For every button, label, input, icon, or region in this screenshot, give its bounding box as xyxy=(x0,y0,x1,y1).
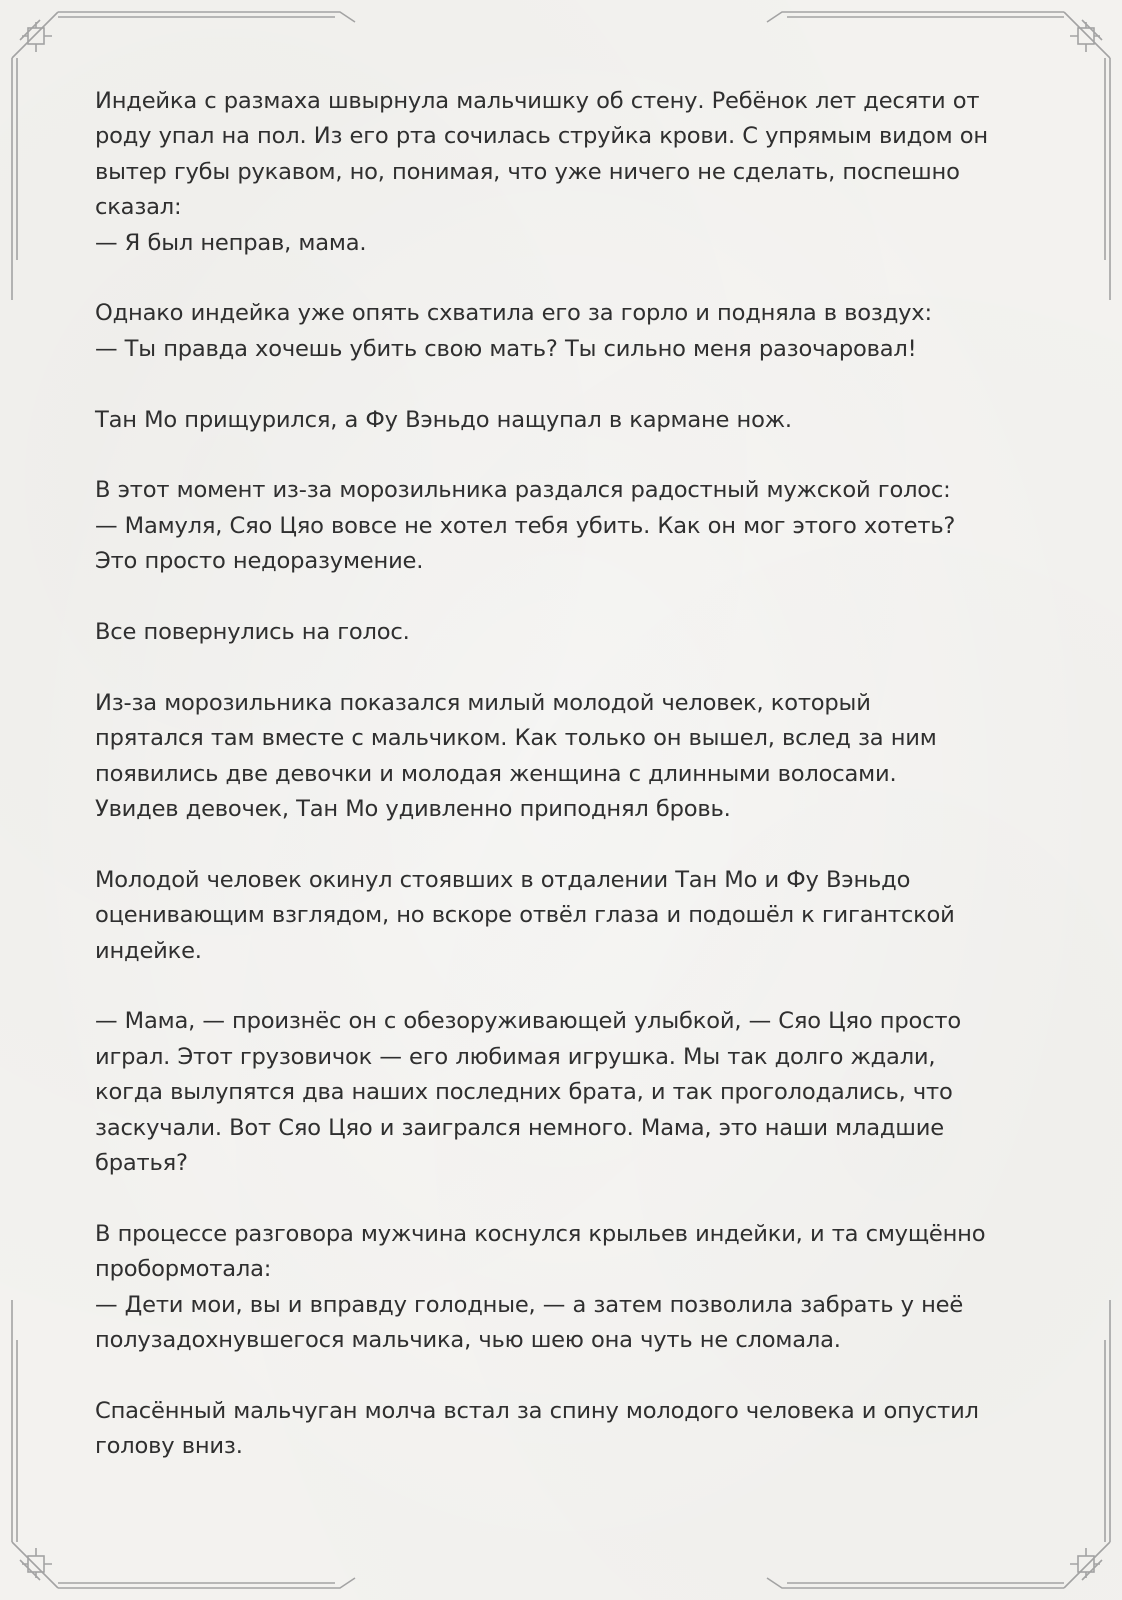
paragraph xyxy=(95,1217,1030,1359)
text-line: сказал: xyxy=(95,194,182,221)
text-line: пробормотала: xyxy=(95,1256,272,1283)
paragraph xyxy=(95,296,1030,367)
text-line: роду упал на пол. Из его рта сочилась струйка крови. С упрямым видом он xyxy=(95,123,988,150)
paragraph xyxy=(95,686,1030,828)
text-line: Увидев девочек, Тан Мо удивленно приподнял бровь. xyxy=(95,796,731,823)
document-body xyxy=(95,84,1030,1500)
text-line: Это просто недоразумение. xyxy=(95,548,424,575)
text-line: Спасённый мальчуган молча встал за спину молодого человека и опустил xyxy=(95,1397,979,1424)
text-line: вытер губы рукавом, но, понимая, что уже ничего не сделать, поспешно xyxy=(95,158,960,185)
text-line: — Я был неправ, мама. xyxy=(95,229,367,256)
text-line: — Дети мои, вы и вправду голодные, — а затем позволила забрать у неё xyxy=(95,1291,964,1318)
text-line: — Ты правда хочешь убить свою мать? Ты сильно меня разочаровал! xyxy=(95,335,917,362)
text-line: В процессе разговора мужчина коснулся крыльев индейки, и та смущённо xyxy=(95,1220,986,1247)
paragraph xyxy=(95,403,1030,438)
text-line: появились две девочки и молодая женщина с длинными волосами. xyxy=(95,760,897,787)
text-line: Молодой человек окинул стоявших в отдалении Тан Мо и Фу Вэньдо xyxy=(95,866,911,893)
text-line: Однако индейка уже опять схватила его за горло и подняла в воздух: xyxy=(95,300,932,327)
text-line: голову вниз. xyxy=(95,1433,243,1460)
paragraph xyxy=(95,863,1030,969)
paragraph xyxy=(95,84,1030,261)
text-line: Из-за морозильника показался милый молодой человек, который xyxy=(95,689,871,716)
text-line: — Мамуля, Сяо Цяо вовсе не хотел тебя убить. Как он мог этого хотеть? xyxy=(95,512,956,539)
text-line: прятался там вместе с мальчиком. Как только он вышел, вслед за ним xyxy=(95,725,937,752)
text-line: Все повернулись на голос. xyxy=(95,619,410,646)
paragraph xyxy=(95,615,1030,650)
paragraph xyxy=(95,1004,1030,1181)
paragraph xyxy=(95,1394,1030,1465)
paragraph xyxy=(95,473,1030,579)
text-line: заскучали. Вот Сяо Цяо и заигрался немного. Мама, это наши младшие xyxy=(95,1114,944,1141)
text-line: братья? xyxy=(95,1150,188,1177)
text-line: когда вылупятся два наших последних брата, и так проголодались, что xyxy=(95,1079,953,1106)
text-line: — Мама, — произнёс он с обезоруживающей улыбкой, — Сяо Цяо просто xyxy=(95,1008,961,1035)
text-line: играл. Этот грузовичок — его любимая игрушка. Мы так долго ждали, xyxy=(95,1043,936,1070)
text-line: В этот момент из-за морозильника раздался радостный мужской голос: xyxy=(95,477,951,504)
text-line: Индейка с размаха швырнула мальчишку об стену. Ребёнок лет десяти от xyxy=(95,88,980,114)
text-line: Тан Мо прищурился, а Фу Вэньдо нащупал в кармане нож. xyxy=(95,406,792,433)
text-line: индейке. xyxy=(95,937,202,964)
text-line: оценивающим взглядом, но вскоре отвёл глаза и подошёл к гигантской xyxy=(95,902,955,929)
text-line: полузадохнувшегося мальчика, чью шею она чуть не сломала. xyxy=(95,1327,841,1354)
